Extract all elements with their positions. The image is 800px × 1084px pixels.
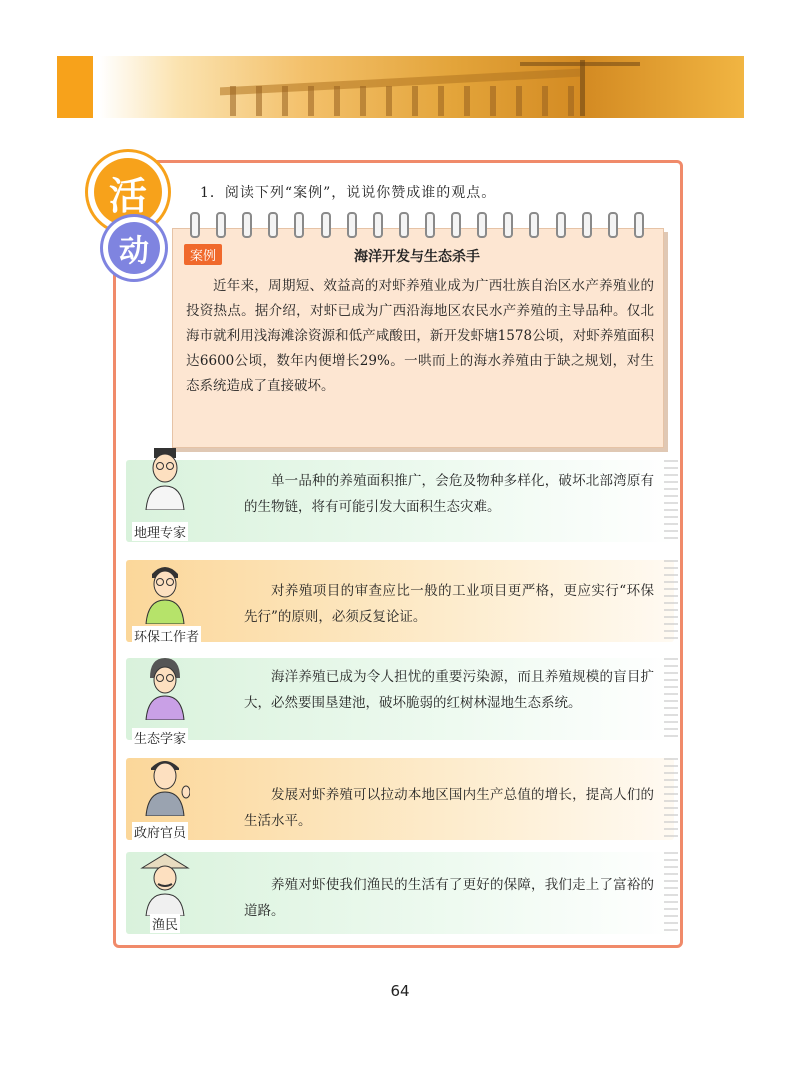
opinion-text: 发展对虾养殖可以拉动本地区国内生产总值的增长，提高人们的生活水平。 xyxy=(244,787,654,829)
activity-gear-icon-2 xyxy=(108,222,160,274)
activity-char-1: 活 xyxy=(108,173,147,218)
case-title: 海洋开发与生态杀手 xyxy=(354,249,480,265)
header-color-block xyxy=(57,56,93,118)
opinion-text: 单一品种的养殖面积推广，会危及物种多样化，破坏北部湾原有的生物链，将有可能引发大面积生态灾难。 xyxy=(244,473,654,515)
role-label: 地理专家 xyxy=(132,522,188,541)
geographer-avatar-icon xyxy=(140,446,190,510)
environmentalist-avatar-icon xyxy=(140,560,190,624)
page-number: 64 xyxy=(390,982,410,1000)
opinion-text: 对养殖项目的审查应比一般的工业项目更严格，更应实行“环保先行”的原则，必须反复论证。 xyxy=(244,583,654,625)
official-avatar-icon xyxy=(140,752,190,816)
case-body: 近年来，周期短、效益高的对虾养殖业成为广西壮族自治区水产养殖业的投资热点。据介绍，对虾已成为广西沿海地区农民水产养殖的主导品种。仅北海市就利用浅海滩涂资源和低产咸酸田，新开发虾塘1578公顷，对虾养殖面积达6600公顷，数年内便增长29%。一哄而上的海水养殖由于缺之规划，对生态系统造成了直接破坏。 xyxy=(186,278,654,394)
question-text: 1．阅读下列“案例”，说说你赞成谁的观点。 xyxy=(200,185,497,201)
case-tag: 案例 xyxy=(184,244,222,265)
header-bridge-photo xyxy=(100,56,744,118)
opinion-text: 养殖对虾使我们渔民的生活有了更好的保障，我们走上了富裕的道路。 xyxy=(244,877,654,919)
role-label: 生态学家 xyxy=(132,728,188,747)
fisherman-avatar-icon xyxy=(140,852,190,916)
role-label: 渔民 xyxy=(150,914,180,933)
spiral-binding xyxy=(172,212,662,236)
opinion-text: 海洋养殖已成为令人担忧的重要污染源，而且养殖规模的盲目扩大，必然要围垦建池，破坏脆弱的红树林湿地生态系统。 xyxy=(244,669,654,711)
activity-gear-icon xyxy=(94,158,162,226)
role-label: 环保工作者 xyxy=(132,626,201,645)
activity-char-2: 动 xyxy=(119,234,149,269)
ecologist-avatar-icon xyxy=(140,656,190,720)
role-label: 政府官员 xyxy=(132,822,188,841)
